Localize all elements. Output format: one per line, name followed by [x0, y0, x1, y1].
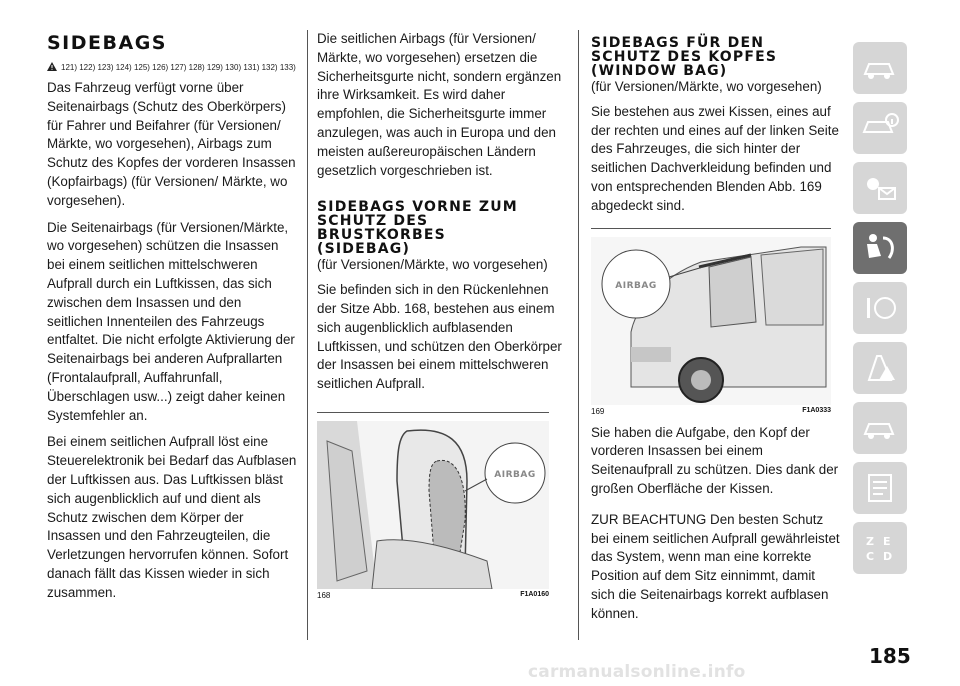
tab-safety[interactable]	[853, 222, 907, 274]
watermark: carmanualsonline.info	[528, 662, 746, 682]
figure-code: F1A0333	[802, 406, 831, 414]
svg-text:C: C	[866, 550, 875, 563]
column-sidebags	[47, 30, 297, 611]
paragraph: Die Seitenairbags (für Versionen/Märkte, wo vorgesehen) schützen die Insassen bei einem seitlichen mittelschweren Aufprall durch ein Luftkissen, das sich zwischen dem Insassen und den seitlichen Innenteilen des Fahrzeugs entfaltet. Die nicht erfolgte Aktivierung der Seitenairbags bei anderen Aufprallarten (Frontalaufprall, Auffahrunfall, Überschlagen usw...) zeigt daher keinen Systemfehler an.	[47, 219, 295, 423]
figure-label-airbag: AIRBAG	[615, 280, 657, 291]
section-subtitle: (für Versionen/Märkte, wo vorgesehen)	[317, 257, 548, 273]
paragraph: Bei einem seitlichen Aufprall löst eine Steuerelektronik bei Bedarf das Aufblasen der Luftkissen aus. Das Luftkissen bläst sich augenblicklich auf und dient als Schutz zwischen dem Körper der Insassen und den Fahrzeugteilen, die Verletzungen hervorrufen können. Sofort danach fällt das Kissen wieder in sich zusammen.	[47, 434, 297, 600]
column-window-bag	[591, 30, 841, 632]
car-maintenance-icon	[861, 412, 899, 444]
seat-sidebag-illustration	[317, 421, 549, 589]
steering-wheel-key-icon	[861, 292, 899, 324]
road-warning-icon	[861, 352, 899, 384]
svg-text:E: E	[883, 535, 891, 548]
van-window-bag-illustration	[591, 237, 831, 405]
figure-168	[317, 412, 549, 600]
column-chest-sidebag	[317, 30, 567, 600]
figure-169	[591, 228, 831, 416]
svg-text:Z: Z	[866, 535, 874, 548]
warning-triangle-icon	[47, 62, 57, 71]
section-title-window-bag: SIDEBAGS FÜR DEN SCHUTZ DES KOPFES (WINDOW BAG)	[591, 35, 778, 79]
paragraph: Die seitlichen Airbags (für Versionen/ Märkte, wo vorgesehen) ersetzen die Sicherheitsgurte nicht, sondern ergänzen ihre Wirksamkeit. Es wird daher empfohlen, die Sicherheitsgurte immer anzulegen, was auch in Europa und den meisten außereuropäischen Ländern gesetzlich vorgeschrieben ist.	[317, 31, 562, 178]
chapter-tabs	[853, 42, 913, 582]
figure-caption	[591, 407, 831, 416]
paragraph: Sie haben die Aufgabe, den Kopf der vorderen Insassen bei einem Seitenaufprall zu schützen. Dies dank der großen Oberfläche der Kissen.	[591, 424, 839, 496]
warning-references	[47, 62, 297, 73]
warning-reference-list: 121) 122) 123) 124) 125) 126) 127) 128) 129) 130) 131) 132) 133)	[61, 63, 296, 72]
tab-car-dashboard[interactable]	[853, 42, 907, 94]
paragraph: Das Fahrzeug verfügt vorne über Seitenairbags (Schutz des Oberkörpers) für Fahrer und Beifahrer (für Versionen/ Märkte, wo vorgesehen), Airbags zum Schutz des Kopfes der vorderen Insassen (Kopfairbags) (für Versionen/ Märkte, wo vorgesehen).	[47, 80, 296, 208]
column-divider	[307, 30, 308, 640]
car-info-icon	[861, 112, 899, 144]
paragraph: Sie bestehen aus zwei Kissen, eines auf der rechten und eines auf der linken Seite des Fahrzeuges, die sich hinter der seitlichen Dachverkleidung befinden und von entsprechenden Blenden Abb. 169 abgedeckt sind.	[591, 103, 839, 213]
seat-airbag-icon	[861, 232, 899, 264]
tab-technical-data[interactable]	[853, 462, 907, 514]
column-divider	[578, 30, 579, 640]
section-title-chest-sidebag: SIDEBAGS VORNE ZUM SCHUTZ DES BRUSTKORBES (SIDEBAG)	[317, 199, 518, 258]
figure-number: 169	[591, 406, 605, 416]
paragraph: ZUR BEACHTUNG Den besten Schutz bei einem seitlichen Aufprall gewährleistet das System, wenn man eine korrekte Position auf dem Sitz einnimmt, damit sich die Seitenairbags korrekt aufblasen können.	[591, 511, 840, 621]
section-title-sidebags: SIDEBAGS	[47, 32, 167, 54]
section-subtitle: (für Versionen/Märkte, wo vorgesehen)	[591, 79, 822, 94]
tab-warning-lights[interactable]	[853, 162, 907, 214]
figure-caption	[317, 591, 549, 600]
warning-lights-mail-icon	[861, 172, 899, 204]
tab-car-info[interactable]	[853, 102, 907, 154]
paragraph: Sie befinden sich in den Rückenlehnen der Sitze Abb. 168, bestehen aus einem sich augenblicklich aufblasenden Luftkissen, und schützen den Oberkörper der Insassen bei einem mittelschweren seitlichen Aufprall.	[317, 282, 562, 392]
tab-maintenance[interactable]	[853, 402, 907, 454]
tab-starting-driving[interactable]	[853, 282, 907, 334]
page-number: 185	[869, 644, 911, 668]
tab-index[interactable]	[853, 522, 907, 574]
figure-number: 168	[317, 590, 331, 600]
technical-data-icon	[861, 472, 899, 504]
car-dashboard-icon	[861, 52, 899, 84]
figure-label-airbag: AIRBAG	[494, 469, 536, 480]
alphabet-index-icon	[861, 532, 899, 564]
tab-emergency[interactable]	[853, 342, 907, 394]
svg-text:D: D	[883, 550, 893, 563]
figure-code: F1A0160	[520, 590, 549, 598]
